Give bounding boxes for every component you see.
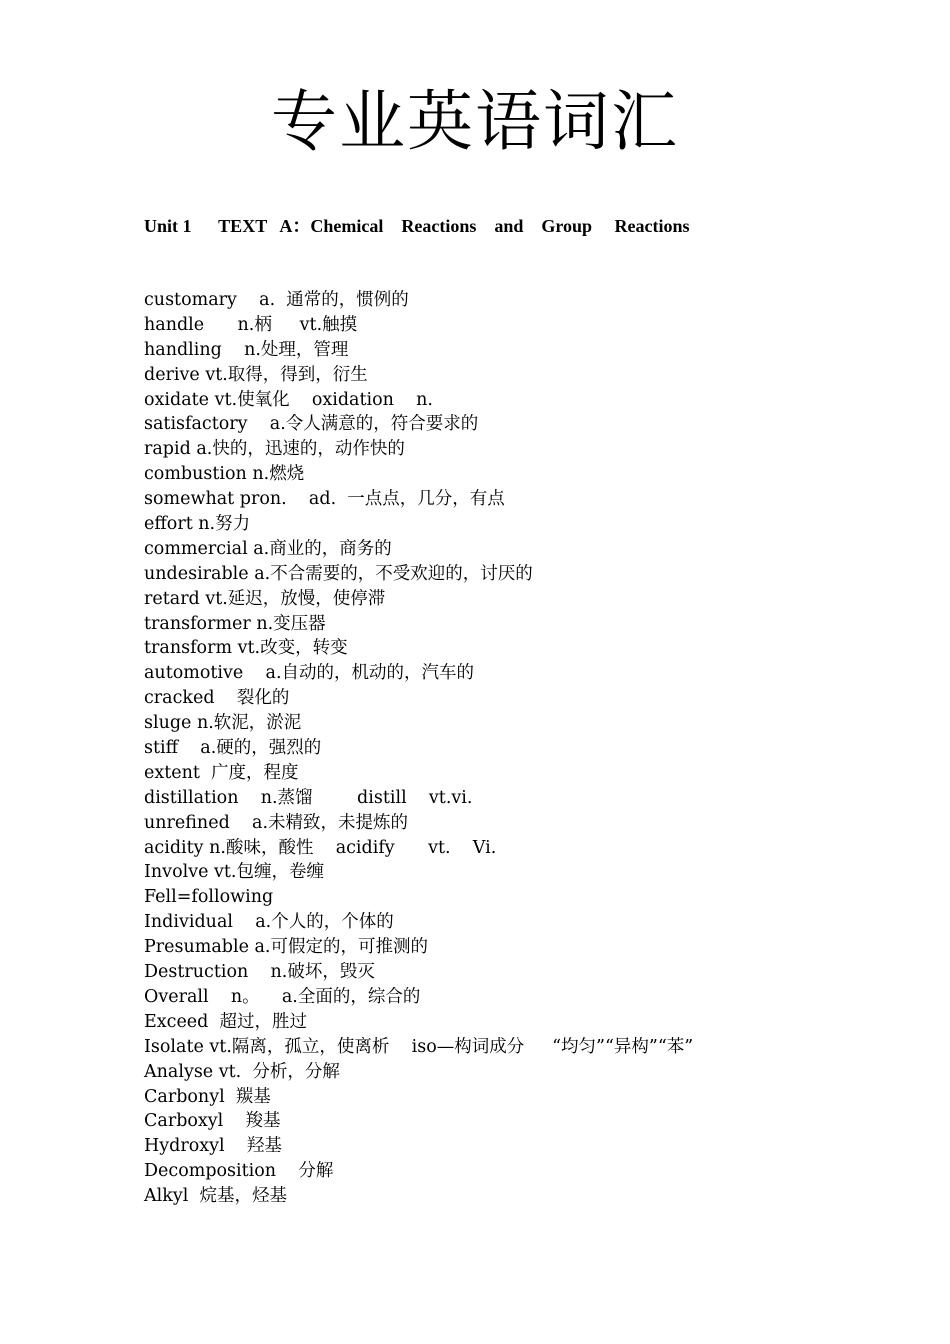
vocabulary-entry: Carboxyl 羧基 — [144, 1111, 281, 1132]
vocabulary-entry: acidity n.酸味，酸性 acidify vt. Vi. — [144, 837, 497, 858]
vocabulary-entry: Decomposition 分解 — [144, 1161, 334, 1182]
vocabulary-list — [144, 288, 844, 1209]
vocabulary-entry: Fell=following — [144, 887, 274, 908]
vocabulary-entry: Alkyl 烷基，烃基 — [144, 1186, 287, 1207]
vocabulary-entry: derive vt.取得，得到，衍生 — [144, 364, 368, 385]
vocabulary-entry: cracked 裂化的 — [144, 688, 290, 709]
vocabulary-entry: Exceed 超过，胜过 — [144, 1011, 307, 1032]
vocabulary-entry: commercial a.商业的，商务的 — [144, 538, 392, 559]
vocabulary-entry: Carbonyl 羰基 — [144, 1086, 271, 1107]
vocabulary-entry: sluge n.软泥，淤泥 — [144, 713, 302, 734]
vocabulary-entry: Presumable a.可假定的，可推测的 — [144, 937, 428, 958]
vocabulary-entry: automotive a.自动的，机动的，汽车的 — [144, 663, 475, 684]
vocabulary-entry: Overall n。 a.全面的，综合的 — [144, 986, 421, 1007]
vocabulary-entry: unrefined a.未精致，未提炼的 — [144, 812, 409, 833]
vocabulary-entry: transform vt.改变，转变 — [144, 638, 348, 659]
vocabulary-entry: handling n.处理，管理 — [144, 339, 349, 360]
vocabulary-entry: Isolate vt.隔离，孤立，使离析 iso—构词成分 “均匀”“异构”“苯” — [144, 1036, 694, 1057]
vocabulary-entry: rapid a.快的，迅速的，动作快的 — [144, 439, 405, 460]
vocabulary-entry: transformer n.变压器 — [144, 613, 326, 634]
vocabulary-entry: effort n.努力 — [144, 514, 251, 535]
vocabulary-entry: Individual a.个人的，个体的 — [144, 912, 394, 933]
vocabulary-entry: customary a. 通常的，惯例的 — [144, 290, 409, 310]
vocabulary-entry: satisfactory a.令人满意的，符合要求的 — [144, 414, 479, 435]
vocabulary-entry: Hydroxyl 羟基 — [144, 1136, 282, 1157]
vocabulary-entry: combustion n.燃烧 — [144, 464, 305, 485]
vocabulary-entry: Analyse vt. 分析，分解 — [144, 1061, 340, 1082]
vocabulary-entry: handle n.柄 vt.触摸 — [144, 314, 358, 335]
vocabulary-entry: stiff a.硬的，强烈的 — [144, 738, 322, 759]
vocabulary-entry: Involve vt.包缠，卷缠 — [144, 862, 324, 883]
vocabulary-entry: distillation n.蒸馏 distill vt.vi. — [144, 787, 473, 808]
vocabulary-entry: oxidate vt.使氧化 oxidation n. — [144, 389, 433, 410]
vocabulary-entry: retard vt.延迟，放慢，使停滞 — [144, 588, 386, 609]
vocabulary-entry: Destruction n.破坏，毁灭 — [144, 962, 375, 983]
unit-heading: Unit 1 TEXT A：Chemical Reactions and Group Reactions — [144, 216, 690, 236]
vocabulary-entry: somewhat pron. ad. 一点点，几分，有点 — [144, 489, 505, 510]
vocabulary-entry: undesirable a.不合需要的，不受欢迎的，讨厌的 — [144, 563, 533, 584]
vocabulary-entry: extent 广度，程度 — [144, 762, 299, 783]
document-title: 专业英语词汇 — [271, 83, 679, 160]
